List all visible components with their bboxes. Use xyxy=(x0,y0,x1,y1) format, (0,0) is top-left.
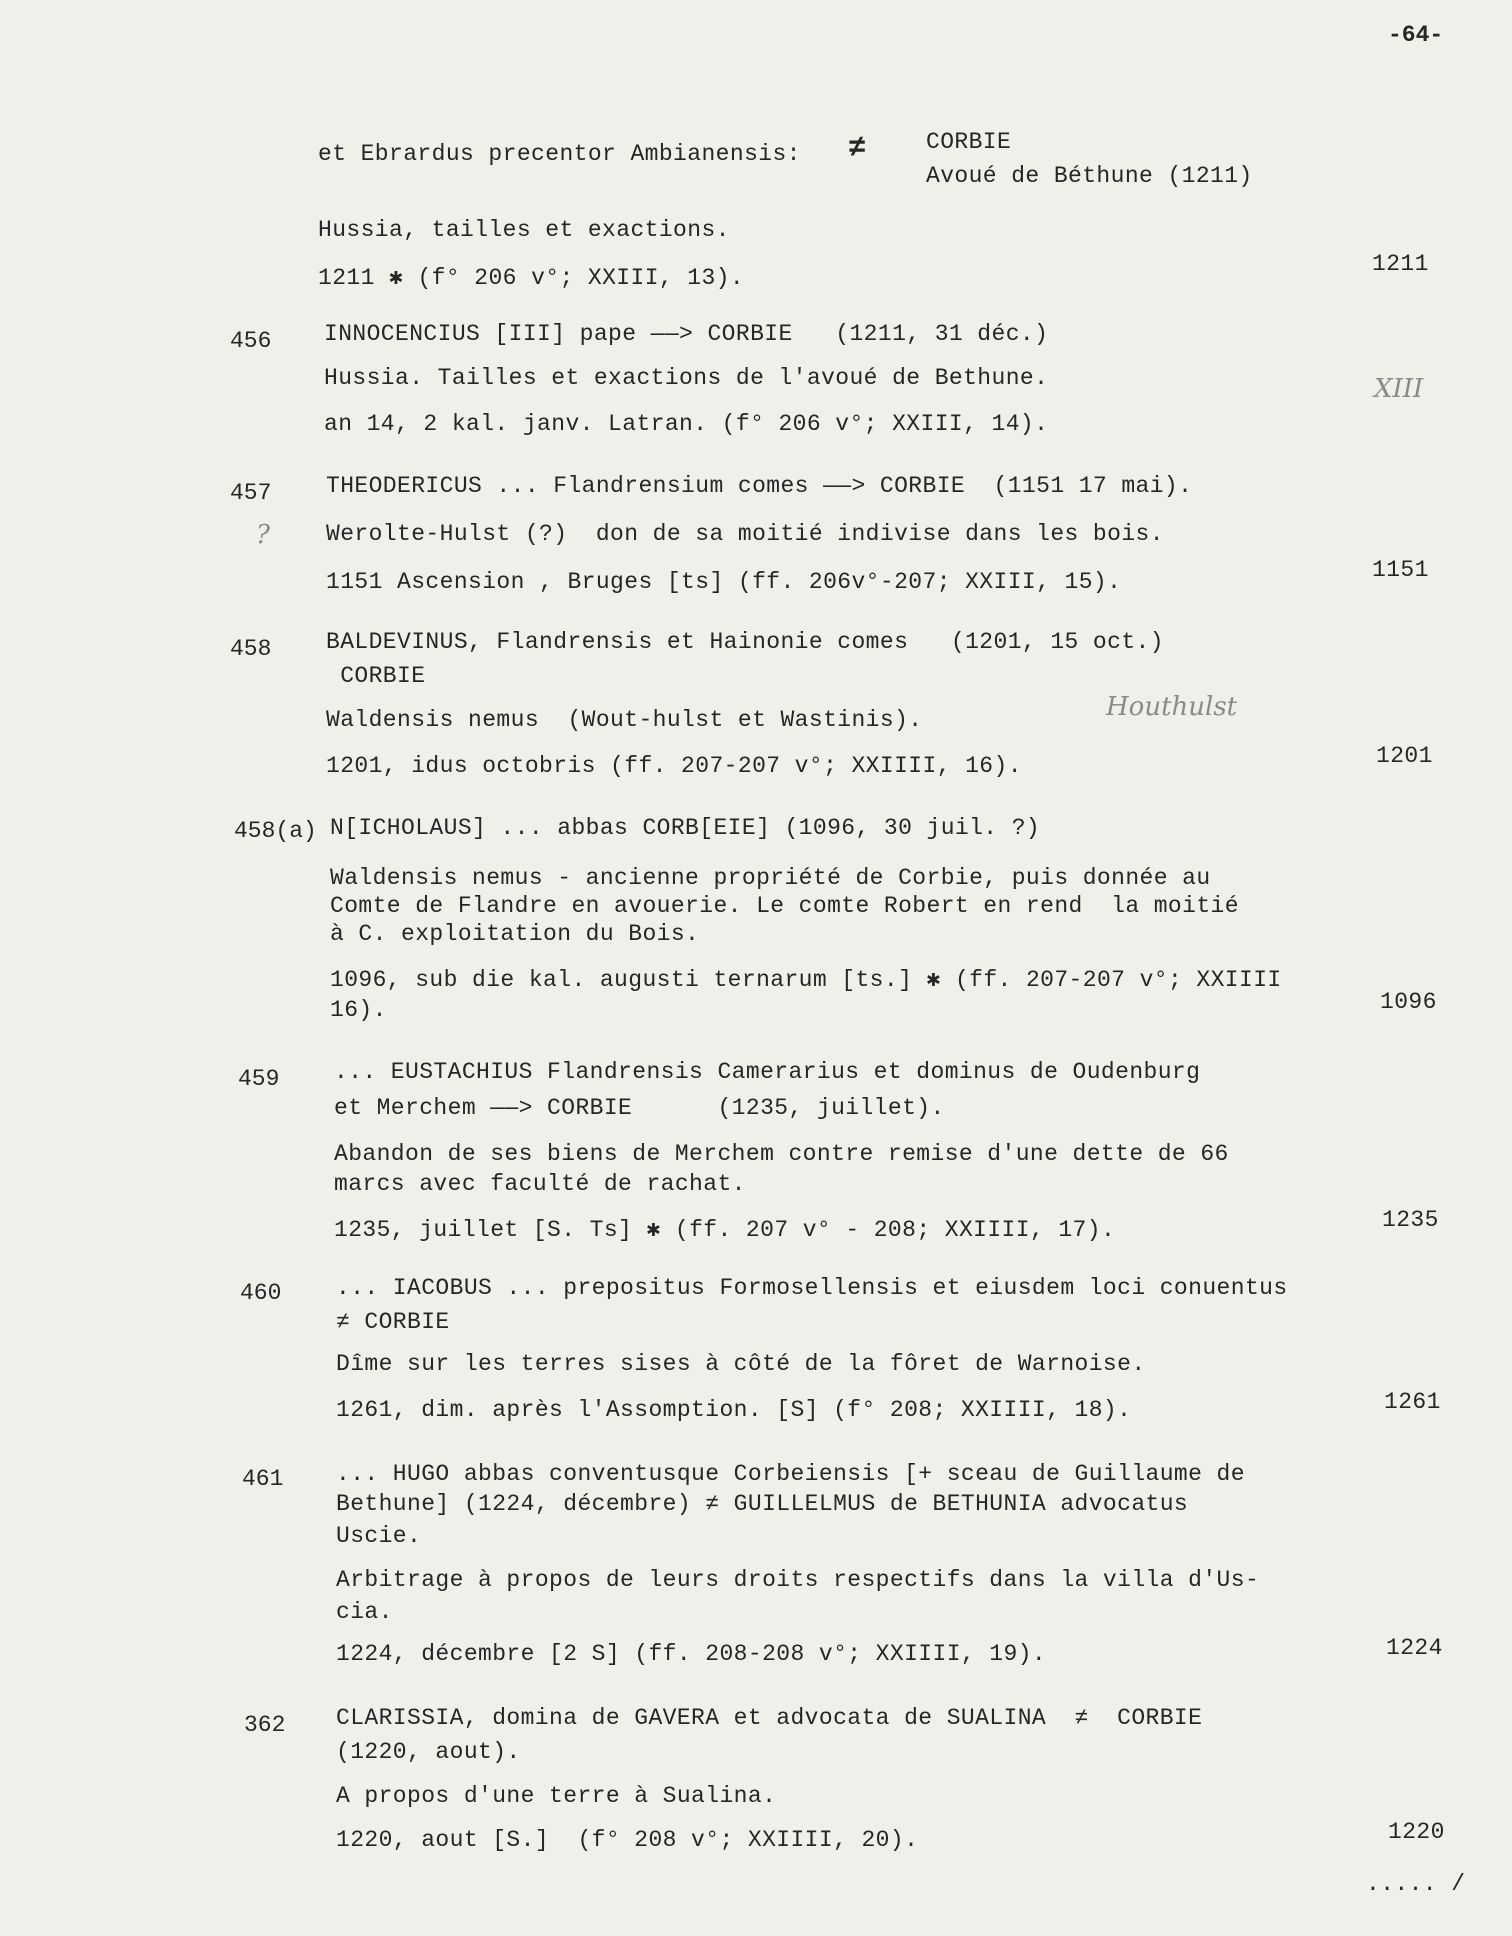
entry-line: Hussia. Tailles et exactions de l'avoué de Bethune. xyxy=(324,365,1049,391)
entry-number: 459 xyxy=(238,1066,280,1092)
intro-line-1: et Ebrardus precentor Ambianensis: xyxy=(318,141,801,167)
entry-line: Waldensis nemus - ancienne propriété de Corbie, puis donnée au xyxy=(330,865,1211,891)
entry-line: 1235, juillet [S. Ts] ✱ (ff. 207 v° - 208; XXIIII, 17). xyxy=(334,1217,1116,1243)
entry-number: 457 xyxy=(230,480,272,506)
entry-line: BALDEVINUS, Flandrensis et Hainonie comes (1201, 15 oct.) xyxy=(326,629,1164,655)
entry-line: CLARISSIA, domina de GAVERA et advocata de SUALINA ≠ CORBIE xyxy=(336,1705,1203,1731)
entry-line: THEODERICUS ... Flandrensium comes ——> CORBIE (1151 17 mai). xyxy=(326,473,1193,499)
entry-line: Werolte-Hulst (?) don de sa moitié indivise dans les bois. xyxy=(326,521,1164,547)
margin-note-xiii: XIII xyxy=(1374,374,1424,404)
entry-line: INNOCENCIUS [III] pape ——> CORBIE (1211, 31 déc.) xyxy=(324,321,1049,347)
entry-line: Comte de Flandre en avouerie. Le comte Robert en rend la moitié xyxy=(330,893,1239,919)
margin-note-houthulst: Houthulst xyxy=(1106,692,1238,722)
entry-line: Uscie. xyxy=(336,1523,422,1549)
entry-line: 1201, idus octobris (ff. 207-207 v°; XXIIII, 16). xyxy=(326,753,1022,779)
entry-line: 1096, sub die kal. augusti ternarum [ts.] ✱ (ff. 207-207 v°; XXIIII xyxy=(330,967,1282,993)
entry-number: 458(a) xyxy=(234,818,317,844)
entry-number: 362 xyxy=(244,1712,286,1738)
entry-year: 1096 xyxy=(1380,989,1437,1015)
not-equal-symbol: ≠ xyxy=(848,132,867,166)
entry-number: 460 xyxy=(240,1280,282,1306)
entry-line: (1220, aout). xyxy=(336,1739,521,1765)
entry-line: 1261, dim. après l'Assomption. [S] (f° 208; XXIIII, 18). xyxy=(336,1397,1132,1423)
entry-line: N[ICHOLAUS] ... abbas CORB[EIE] (1096, 30 juil. ?) xyxy=(330,815,1041,841)
intro-reference: 1211 ✱ (f° 206 v°; XXIII, 13). xyxy=(318,265,745,291)
entry-line: CORBIE xyxy=(326,663,426,689)
entry-year: 1201 xyxy=(1376,743,1433,769)
entry-line: Dîme sur les terres sises à côté de la fôret de Warnoise. xyxy=(336,1351,1146,1377)
entry-line: A propos d'une terre à Sualina. xyxy=(336,1783,777,1809)
entry-year: 1235 xyxy=(1382,1207,1439,1233)
entry-number: 456 xyxy=(230,328,272,354)
entry-number: 458 xyxy=(230,636,272,662)
entry-line: ... IACOBUS ... prepositus Formosellensis et eiusdem loci conuentus xyxy=(336,1275,1288,1301)
entry-line: 1224, décembre [2 S] (ff. 208-208 v°; XXIIII, 19). xyxy=(336,1641,1047,1667)
entry-line: Abandon de ses biens de Merchem contre remise d'une dette de 66 xyxy=(334,1141,1229,1167)
intro-corbie: CORBIE xyxy=(926,129,1012,155)
entry-line: à C. exploitation du Bois. xyxy=(330,921,700,947)
entry-line: Bethune] (1224, décembre) ≠ GUILLELMUS de BETHUNIA advocatus xyxy=(336,1491,1189,1517)
intro-year: 1211 xyxy=(1372,251,1429,277)
entry-number: 461 xyxy=(242,1466,284,1492)
entry-line: an 14, 2 kal. janv. Latran. (f° 206 v°; XXIII, 14). xyxy=(324,411,1049,437)
entry-line: 1151 Ascension , Bruges [ts] (ff. 206v°-207; XXIII, 15). xyxy=(326,569,1122,595)
intro-summary: Hussia, tailles et exactions. xyxy=(318,217,730,243)
intro-avoue: Avoué de Béthune (1211) xyxy=(926,163,1253,189)
entry-line: ≠ CORBIE xyxy=(336,1309,450,1335)
entry-line: Waldensis nemus (Wout-hulst et Wastinis). xyxy=(326,707,923,733)
margin-note-question: ? xyxy=(256,520,270,550)
entry-line: ... EUSTACHIUS Flandrensis Camerarius et dominus de Oudenburg xyxy=(334,1059,1201,1085)
entry-year: 1261 xyxy=(1384,1389,1441,1415)
entry-line: ... HUGO abbas conventusque Corbeiensis [+ sceau de Guillaume de xyxy=(336,1461,1245,1487)
entry-line: cia. xyxy=(336,1599,393,1625)
entry-year: 1224 xyxy=(1386,1635,1443,1661)
entry-line: et Merchem ——> CORBIE (1235, juillet). xyxy=(334,1095,945,1121)
continuation-mark: ..... / xyxy=(1366,1871,1466,1897)
entry-year: 1220 xyxy=(1388,1819,1445,1845)
entry-line: marcs avec faculté de rachat. xyxy=(334,1171,746,1197)
page-number: -64- xyxy=(1388,22,1444,48)
entry-line: 1220, aout [S.] (f° 208 v°; XXIIII, 20). xyxy=(336,1827,919,1853)
entry-year: 1151 xyxy=(1372,557,1429,583)
entry-line: 16). xyxy=(330,997,387,1023)
entry-line: Arbitrage à propos de leurs droits respectifs dans la villa d'Us- xyxy=(336,1567,1260,1593)
